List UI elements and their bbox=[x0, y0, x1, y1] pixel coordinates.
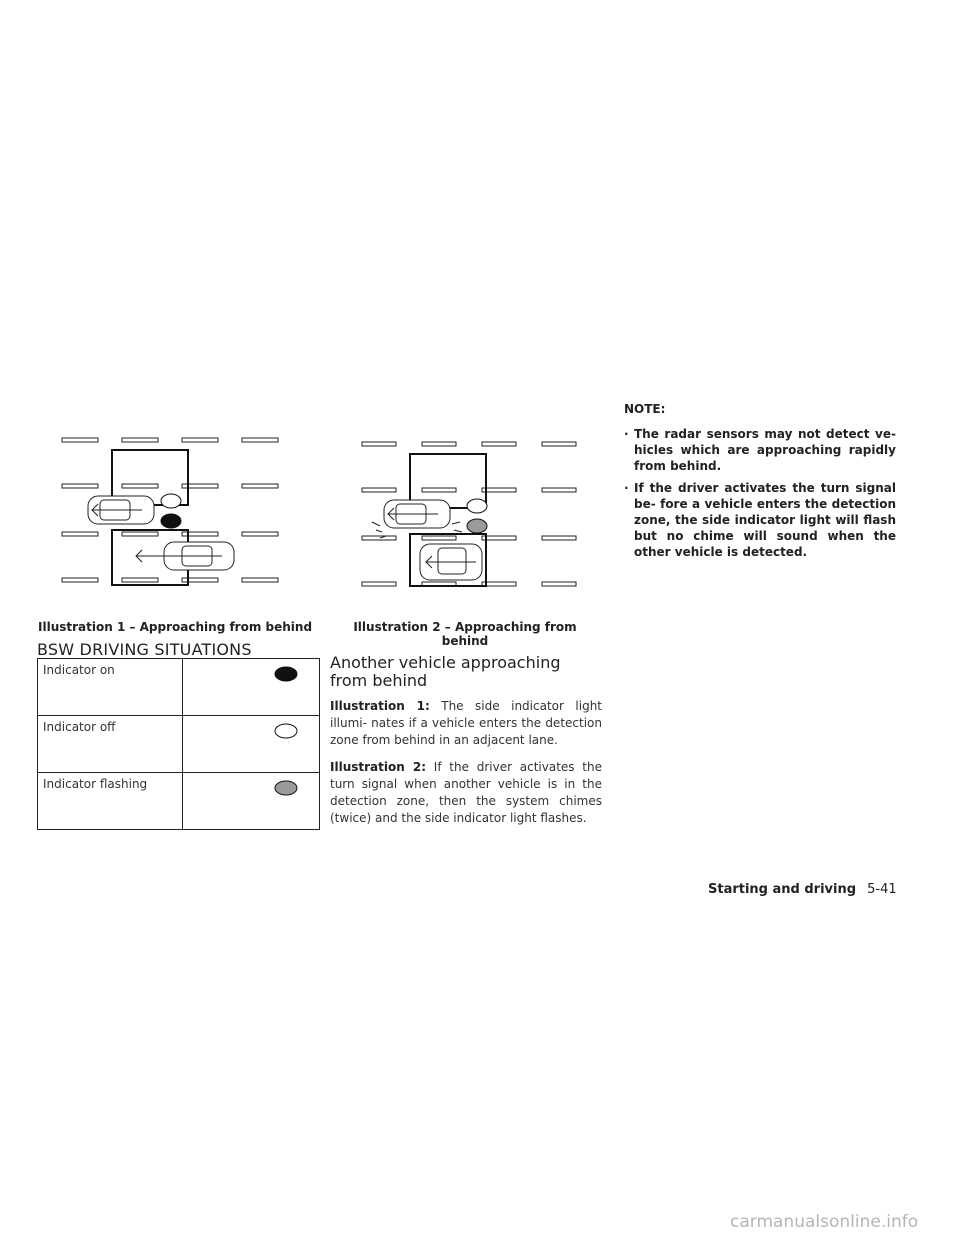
chapter-label: Starting and driving bbox=[708, 882, 857, 897]
note-bullet-text: The radar sensors may not detect ve- hicles which are approaching rapidly from behind. bbox=[634, 427, 896, 473]
page-number: 5-41 bbox=[867, 882, 897, 897]
note-bullet bbox=[624, 426, 896, 474]
paragraph-text: If the driver activates the turn signal when another vehicle is in the detection zone, then the system chimes (twice) and the side indicator light flashes. bbox=[330, 760, 602, 825]
note-title: NOTE: bbox=[624, 402, 666, 416]
indicator-on-icon bbox=[161, 514, 181, 528]
approaching-vehicle bbox=[136, 542, 234, 570]
table-row bbox=[38, 659, 320, 716]
article bbox=[330, 654, 602, 827]
indicator-table bbox=[37, 658, 320, 830]
indicator-label: Indicator flashing bbox=[38, 773, 183, 830]
illustration-2-caption-line: behind bbox=[441, 634, 489, 648]
paragraph-label: Illustration 2: bbox=[330, 760, 427, 774]
indicator-off-icon bbox=[184, 717, 318, 747]
paragraph-illustration-1 bbox=[330, 698, 602, 749]
bullet-marker: · bbox=[624, 481, 629, 495]
note-bullet-text: If the driver activates the turn signal be- fore a vehicle enters the detection zone, the side indicator light will flash but no chime will sound when the other vehicle is detected. bbox=[634, 481, 896, 559]
table-row bbox=[38, 773, 320, 830]
host-vehicle bbox=[88, 496, 154, 524]
illustration-2-caption bbox=[330, 620, 600, 648]
paragraph-text: The side indicator light illumi- nates if a vehicle enters the detection zone from behind in an adjacent lane. bbox=[330, 699, 603, 747]
indicator-label: Indicator on bbox=[38, 659, 183, 716]
note-bullet bbox=[624, 480, 896, 560]
paragraph-label: Illustration 1: bbox=[330, 699, 430, 713]
table-row bbox=[38, 716, 320, 773]
indicator-flashing-icon bbox=[467, 519, 487, 533]
article-heading-line: from behind bbox=[330, 671, 428, 690]
section-title: BSW DRIVING SITUATIONS bbox=[37, 640, 252, 659]
illustration-1-caption: Illustration 1 – Approaching from behind bbox=[38, 620, 313, 634]
indicator-label: Indicator off bbox=[38, 716, 183, 773]
watermark: carmanualsonline.info bbox=[730, 1212, 919, 1232]
illustration-1 bbox=[50, 430, 290, 590]
illustration-2 bbox=[350, 430, 590, 590]
bullet-marker: · bbox=[624, 427, 629, 441]
article-heading bbox=[330, 654, 602, 690]
indicator-symbol-cell bbox=[183, 716, 320, 773]
indicator-symbol-cell bbox=[183, 773, 320, 830]
paragraph-illustration-2 bbox=[330, 759, 602, 827]
indicator-on-icon bbox=[184, 660, 318, 690]
note bbox=[624, 402, 896, 560]
article-heading-line: Another vehicle approaching bbox=[330, 653, 561, 672]
indicator-flashing-icon bbox=[184, 774, 318, 804]
illustration-2-caption-line: Illustration 2 – Approaching from bbox=[353, 620, 577, 634]
host-vehicle bbox=[384, 500, 450, 528]
indicator-symbol-cell bbox=[183, 659, 320, 716]
approaching-vehicle bbox=[420, 544, 482, 580]
indicator-off-icon bbox=[467, 499, 487, 513]
indicator-off-icon bbox=[161, 494, 181, 508]
page-footer bbox=[708, 878, 897, 897]
